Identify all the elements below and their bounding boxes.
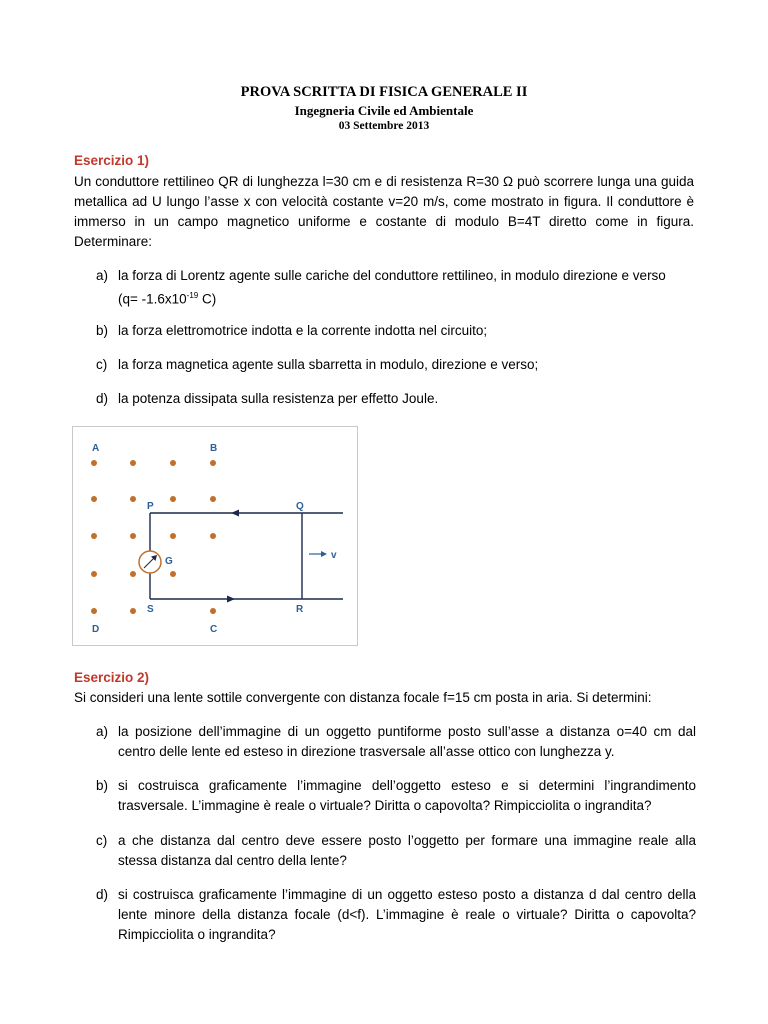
exercise-1-item-b [96, 321, 696, 341]
charge-prefix: (q= -1.6x10 [118, 291, 187, 307]
label-G: G [165, 556, 173, 567]
field-dot [170, 571, 176, 577]
exercise-2-intro: Si consideri una lente sottile convergente con distanza focale f=15 cm posta in aria. Si determini: [74, 690, 652, 705]
exercise-1-item-c [96, 355, 696, 375]
exercise-2-item-c [96, 831, 696, 871]
field-dot [170, 533, 176, 539]
label-P: P [147, 501, 154, 512]
field-dot [130, 496, 136, 502]
circuit-diagram [73, 427, 357, 645]
item-text [118, 266, 696, 310]
current-arrow-top-icon [231, 510, 239, 517]
exercise-2-item-d [96, 885, 696, 945]
exercise-2-item-a [96, 722, 696, 762]
circuit-figure [72, 426, 358, 646]
field-dot [210, 460, 216, 466]
label-Q: Q [296, 501, 304, 512]
current-arrow-bottom-icon [227, 596, 235, 603]
item-text: a che distanza dal centro deve essere posto l’oggetto per formare una immagine reale alla stessa distanza dal centro della lente? [118, 833, 696, 868]
field-dot [130, 608, 136, 614]
field-dot [170, 496, 176, 502]
item-label: c) [96, 833, 108, 848]
label-C: C [210, 624, 218, 635]
exercise-1-intro: Un conduttore rettilineo QR di lunghezza l=30 cm e di resistenza R=30 Ω può scorrere lunga una guida metallica ad U lungo l’asse x con velocità costante v=20 m/s, come mostrato in figura. Il conduttore è immerso in un campo magnetico uniforme e costante di modulo B=4T diretto come in figura. Determinare: [74, 174, 694, 249]
item-label: a) [96, 724, 109, 739]
charge-exponent: -19 [186, 291, 199, 300]
exercise-1-item-a [96, 266, 696, 310]
field-dot [91, 460, 97, 466]
label-A: A [92, 443, 100, 454]
item-text-main: la forza di Lorentz agente sulle cariche del conduttore rettilineo, in modulo direzione e verso [118, 268, 666, 283]
exam-date: 03 Settembre 2013 [338, 120, 430, 132]
exercise-2-item-b [96, 776, 696, 816]
item-label: b) [96, 323, 109, 338]
field-dot [170, 460, 176, 466]
item-label: d) [96, 887, 109, 902]
magnetic-field-dots [91, 460, 216, 614]
field-dot [130, 460, 136, 466]
exam-title: PROVA SCRITTA DI FISICA GENERALE II [240, 84, 528, 100]
item-text: si costruisca graficamente l’immagine di un oggetto esteso posto a distanza d dal centro della lente minore della distanza focale (d<f). L’immagine è reale o virtuale? Diritta o capovolta? Rimpicciolita o ingrandita? [118, 887, 696, 942]
item-label: b) [96, 778, 109, 793]
field-dot [91, 533, 97, 539]
field-dot [210, 608, 216, 614]
label-D: D [92, 624, 100, 635]
item-label: d) [96, 391, 109, 406]
item-label: a) [96, 268, 109, 283]
item-text: la potenza dissipata sulla resistenza per effetto Joule. [118, 391, 439, 406]
rail-circuit [150, 513, 343, 599]
label-B: B [210, 443, 218, 454]
item-text: la forza magnetica agente sulla sbarretta in modulo, direzione e verso; [118, 357, 539, 372]
item-label: c) [96, 357, 108, 372]
item-text: si costruisca graficamente l’immagine dell’oggetto esteso e si determini l’ingrandimento trasversale. L’immagine è reale o virtuale? Diritta o capovolta? Rimpicciolita o ingrandita? [118, 778, 696, 813]
label-R: R [296, 604, 304, 615]
field-dot [210, 496, 216, 502]
item-text: la forza elettromotrice indotta e la corrente indotta nel circuito; [118, 323, 488, 338]
field-dot [210, 533, 216, 539]
field-dot [91, 571, 97, 577]
label-S: S [147, 604, 154, 615]
field-dot [130, 533, 136, 539]
field-dot [91, 496, 97, 502]
velocity-arrow-icon [321, 551, 327, 557]
field-dot [91, 608, 97, 614]
charge-suffix: C) [198, 291, 217, 307]
course-name: Ingegneria Civile ed Ambientale [294, 103, 474, 118]
exercise-1-title: Esercizio 1) [74, 153, 150, 168]
exercise-2-title: Esercizio 2) [74, 670, 150, 685]
label-v: v [331, 550, 337, 561]
item-text: la posizione dell’immagine di un oggetto puntiforme posto sull’asse a distanza o=40 cm dal centro delle lente ed esteso in direzione trasversale all’asse ottico con lunghezza y. [118, 724, 696, 759]
field-dot [130, 571, 136, 577]
exercise-1-item-d [96, 389, 696, 409]
